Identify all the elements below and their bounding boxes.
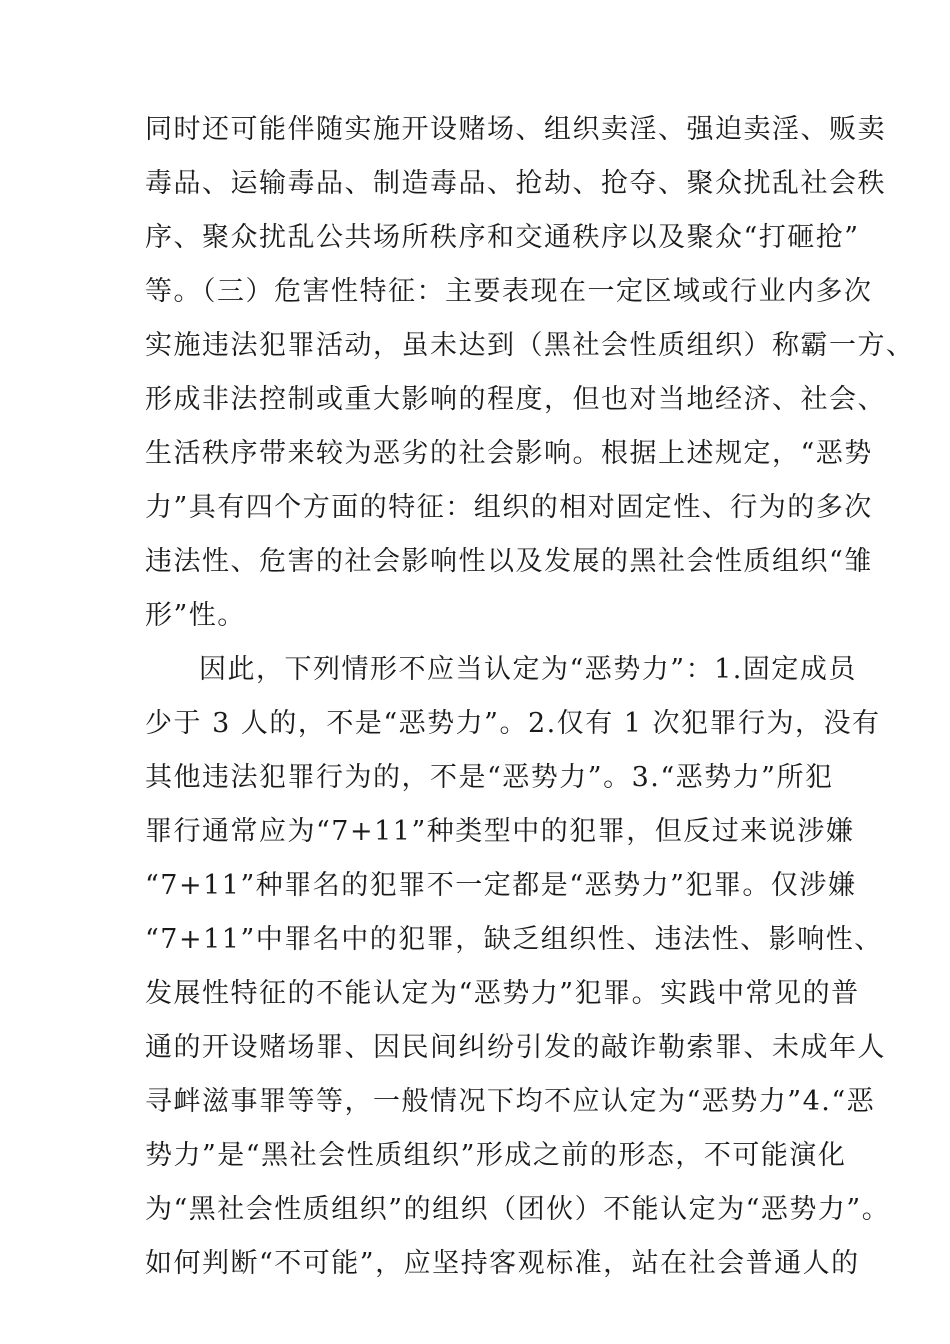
- text-line: 如何判断“不可能”，应坚持客观标准，站在社会普通人的: [145, 1248, 860, 1279]
- text-line: 力”具有四个方面的特征：组织的相对固定性、行为的多次: [145, 492, 873, 523]
- text-line: 同时还可能伴随实施开设赌场、组织卖淫、强迫卖淫、贩卖: [145, 114, 886, 145]
- text-line: 形成非法控制或重大影响的程度，但也对当地经济、社会、: [145, 384, 886, 415]
- text-line: 毒品、运输毒品、制造毒品、抢劫、抢夺、聚众扰乱社会秩: [145, 168, 886, 199]
- text-line: 发展性特征的不能认定为“恶势力”犯罪。实践中常见的普: [145, 978, 860, 1009]
- text-line: 序、聚众扰乱公共场所秩序和交通秩序以及聚众“打砸抢”: [145, 222, 860, 253]
- text-line: 通的开设赌场罪、因民间纠纷引发的敲诈勒索罪、未成年人: [145, 1032, 886, 1063]
- text-line: 势力”是“黑社会性质组织”形成之前的形态，不可能演化: [145, 1140, 847, 1171]
- text-line: 其他违法犯罪行为的，不是“恶势力”。3.“恶势力”所犯: [145, 762, 834, 793]
- text-line-paragraph-end: 形”性。: [145, 600, 246, 631]
- text-line: 为“黑社会性质组织”的组织（团伙）不能认定为“恶势力”。: [145, 1194, 891, 1225]
- text-line: 生活秩序带来较为恶劣的社会影响。根据上述规定，“恶势: [145, 438, 873, 469]
- text-line: 罪行通常应为“7+11”种类型中的犯罪，但反过来说涉嫌: [145, 816, 855, 847]
- text-line: 少于 3 人的，不是“恶势力”。2.仅有 1 次犯罪行为，没有: [145, 708, 881, 739]
- text-line: “7+11”种罪名的犯罪不一定都是“恶势力”犯罪。仅涉嫌: [145, 870, 857, 901]
- text-line-paragraph-start: 因此，下列情形不应当认定为“恶势力”：1.固定成员: [199, 654, 857, 685]
- text-line: 等。（三）危害性特征：主要表现在一定区域或行业内多次: [145, 276, 873, 307]
- text-line: 实施违法犯罪活动，虽未达到（黑社会性质组织）称霸一方、: [145, 330, 915, 361]
- text-line: 违法性、危害的社会影响性以及发展的黑社会性质组织“雏: [145, 546, 873, 577]
- text-line: “7+11”中罪名中的犯罪，缺乏组织性、违法性、影响性、: [145, 924, 883, 955]
- text-line: 寻衅滋事罪等等，一般情况下均不应认定为“恶势力”4.“恶: [145, 1086, 876, 1117]
